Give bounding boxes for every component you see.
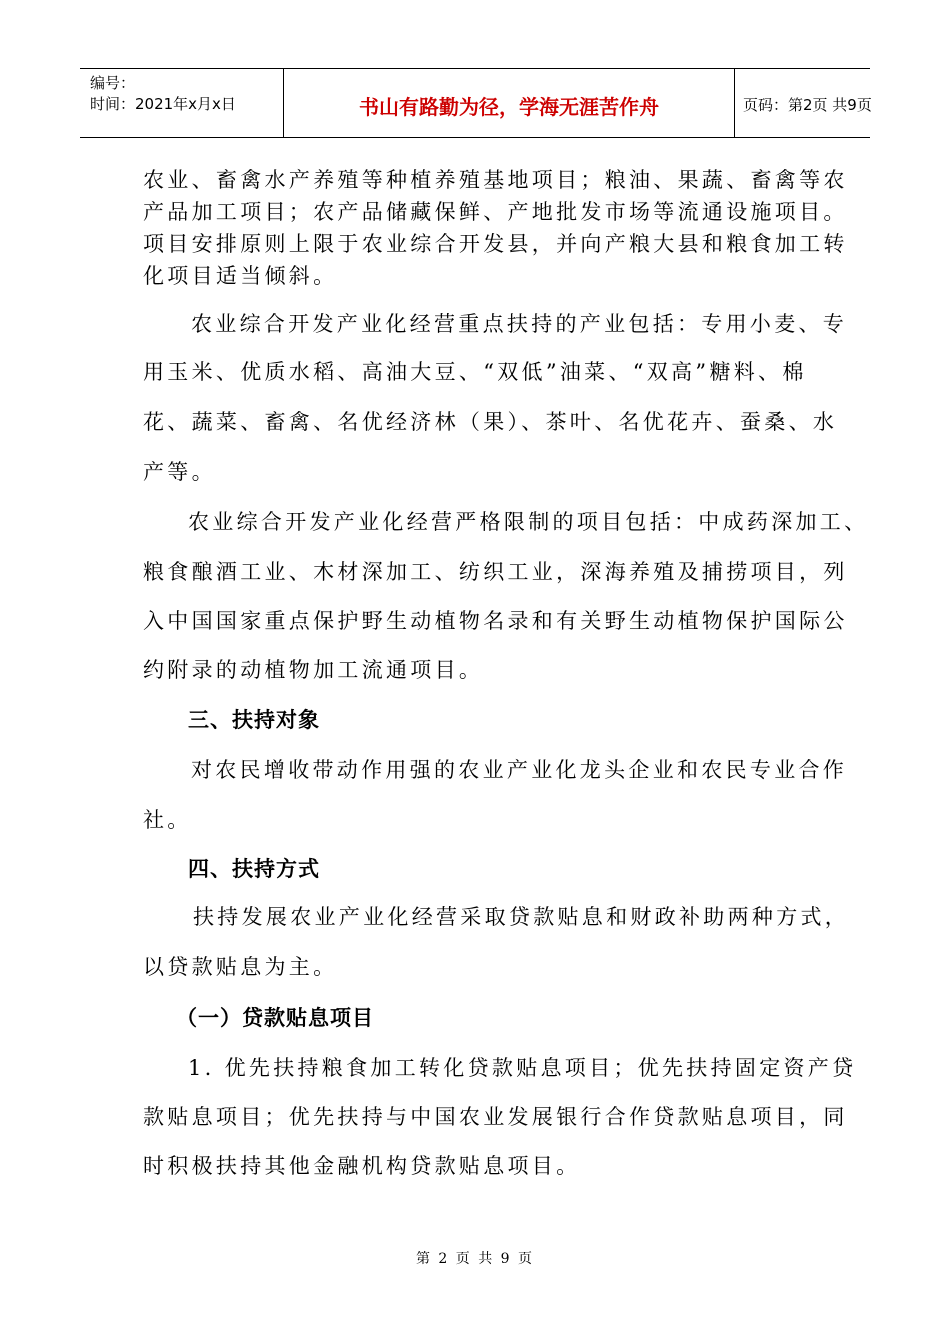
header-left-cell <box>80 69 283 137</box>
paragraph-line: 化项目适当倾斜。 <box>143 264 338 288</box>
subsection-heading: （一）贷款贴息项目 <box>176 1006 374 1030</box>
document-number-label: 编号： <box>90 74 136 92</box>
paragraph-line: 入中国国家重点保护野生动植物名录和有关野生动植物保护国际公 <box>143 609 848 633</box>
paragraph-line: 产品加工项目；农产品储藏保鲜、产地批发市场等流通设施项目。 <box>143 200 848 224</box>
paragraph-line: 社。 <box>143 808 192 832</box>
paragraph-line: 农业综合开发产业化经营重点扶持的产业包括：专用小麦、专 <box>191 312 848 336</box>
paragraph-line: 扶持发展农业产业化经营采取贷款贴息和财政补助两种方式， <box>193 905 850 929</box>
paragraph-line: 以贷款贴息为主。 <box>143 955 338 979</box>
paragraph-line: 时积极扶持其他金融机构贷款贴息项目。 <box>143 1154 581 1178</box>
paragraph-line: 花、蔬菜、畜禽、名优经济林（果）、茶叶、名优花卉、蚕桑、水 <box>143 410 838 434</box>
section-heading: 四、扶持方式 <box>188 857 320 881</box>
paragraph-line: 对农民增收带动作用强的农业产业化龙头企业和农民专业合作 <box>191 758 848 782</box>
paragraph-line: 项目安排原则上限于农业综合开发县，并向产粮大县和粮食加工转 <box>143 232 848 256</box>
paragraph-line: 款贴息项目；优先扶持与中国农业发展银行合作贷款贴息项目，同 <box>143 1105 848 1129</box>
header-motto: 书山有路勤为径，学海无涯苦作舟 <box>359 95 659 119</box>
header-center-cell <box>283 69 735 137</box>
section-heading: 三、扶持对象 <box>188 708 320 732</box>
paragraph-line: 农业、畜禽水产养殖等种植养殖基地项目；粮油、果蔬、畜禽等农 <box>143 168 848 192</box>
paragraph-line: 粮食酿酒工业、木材深加工、纺织工业，深海养殖及捕捞项目，列 <box>143 560 848 584</box>
paragraph-line: 约附录的动植物加工流通项目。 <box>143 658 484 682</box>
page-footer: 第 2 页 共 9 页 <box>415 1251 535 1267</box>
paragraph-line: 产等。 <box>143 460 216 484</box>
document-date-label: 时间：2021年x月x日 <box>90 95 236 113</box>
paragraph-line: 用玉米、优质水稻、高油大豆、“双低”油菜、“双高”糖料、棉 <box>143 360 807 384</box>
paragraph-line: 1. 优先扶持粮食加工转化贷款贴息项目；优先扶持固定资产贷 <box>188 1056 857 1080</box>
header-right-cell <box>735 69 870 137</box>
paragraph-line: 农业综合开发产业化经营严格限制的项目包括：中成药深加工、 <box>188 510 869 534</box>
header-table <box>80 68 870 138</box>
header-page-info: 页码：第2页 共9页 <box>743 96 872 114</box>
